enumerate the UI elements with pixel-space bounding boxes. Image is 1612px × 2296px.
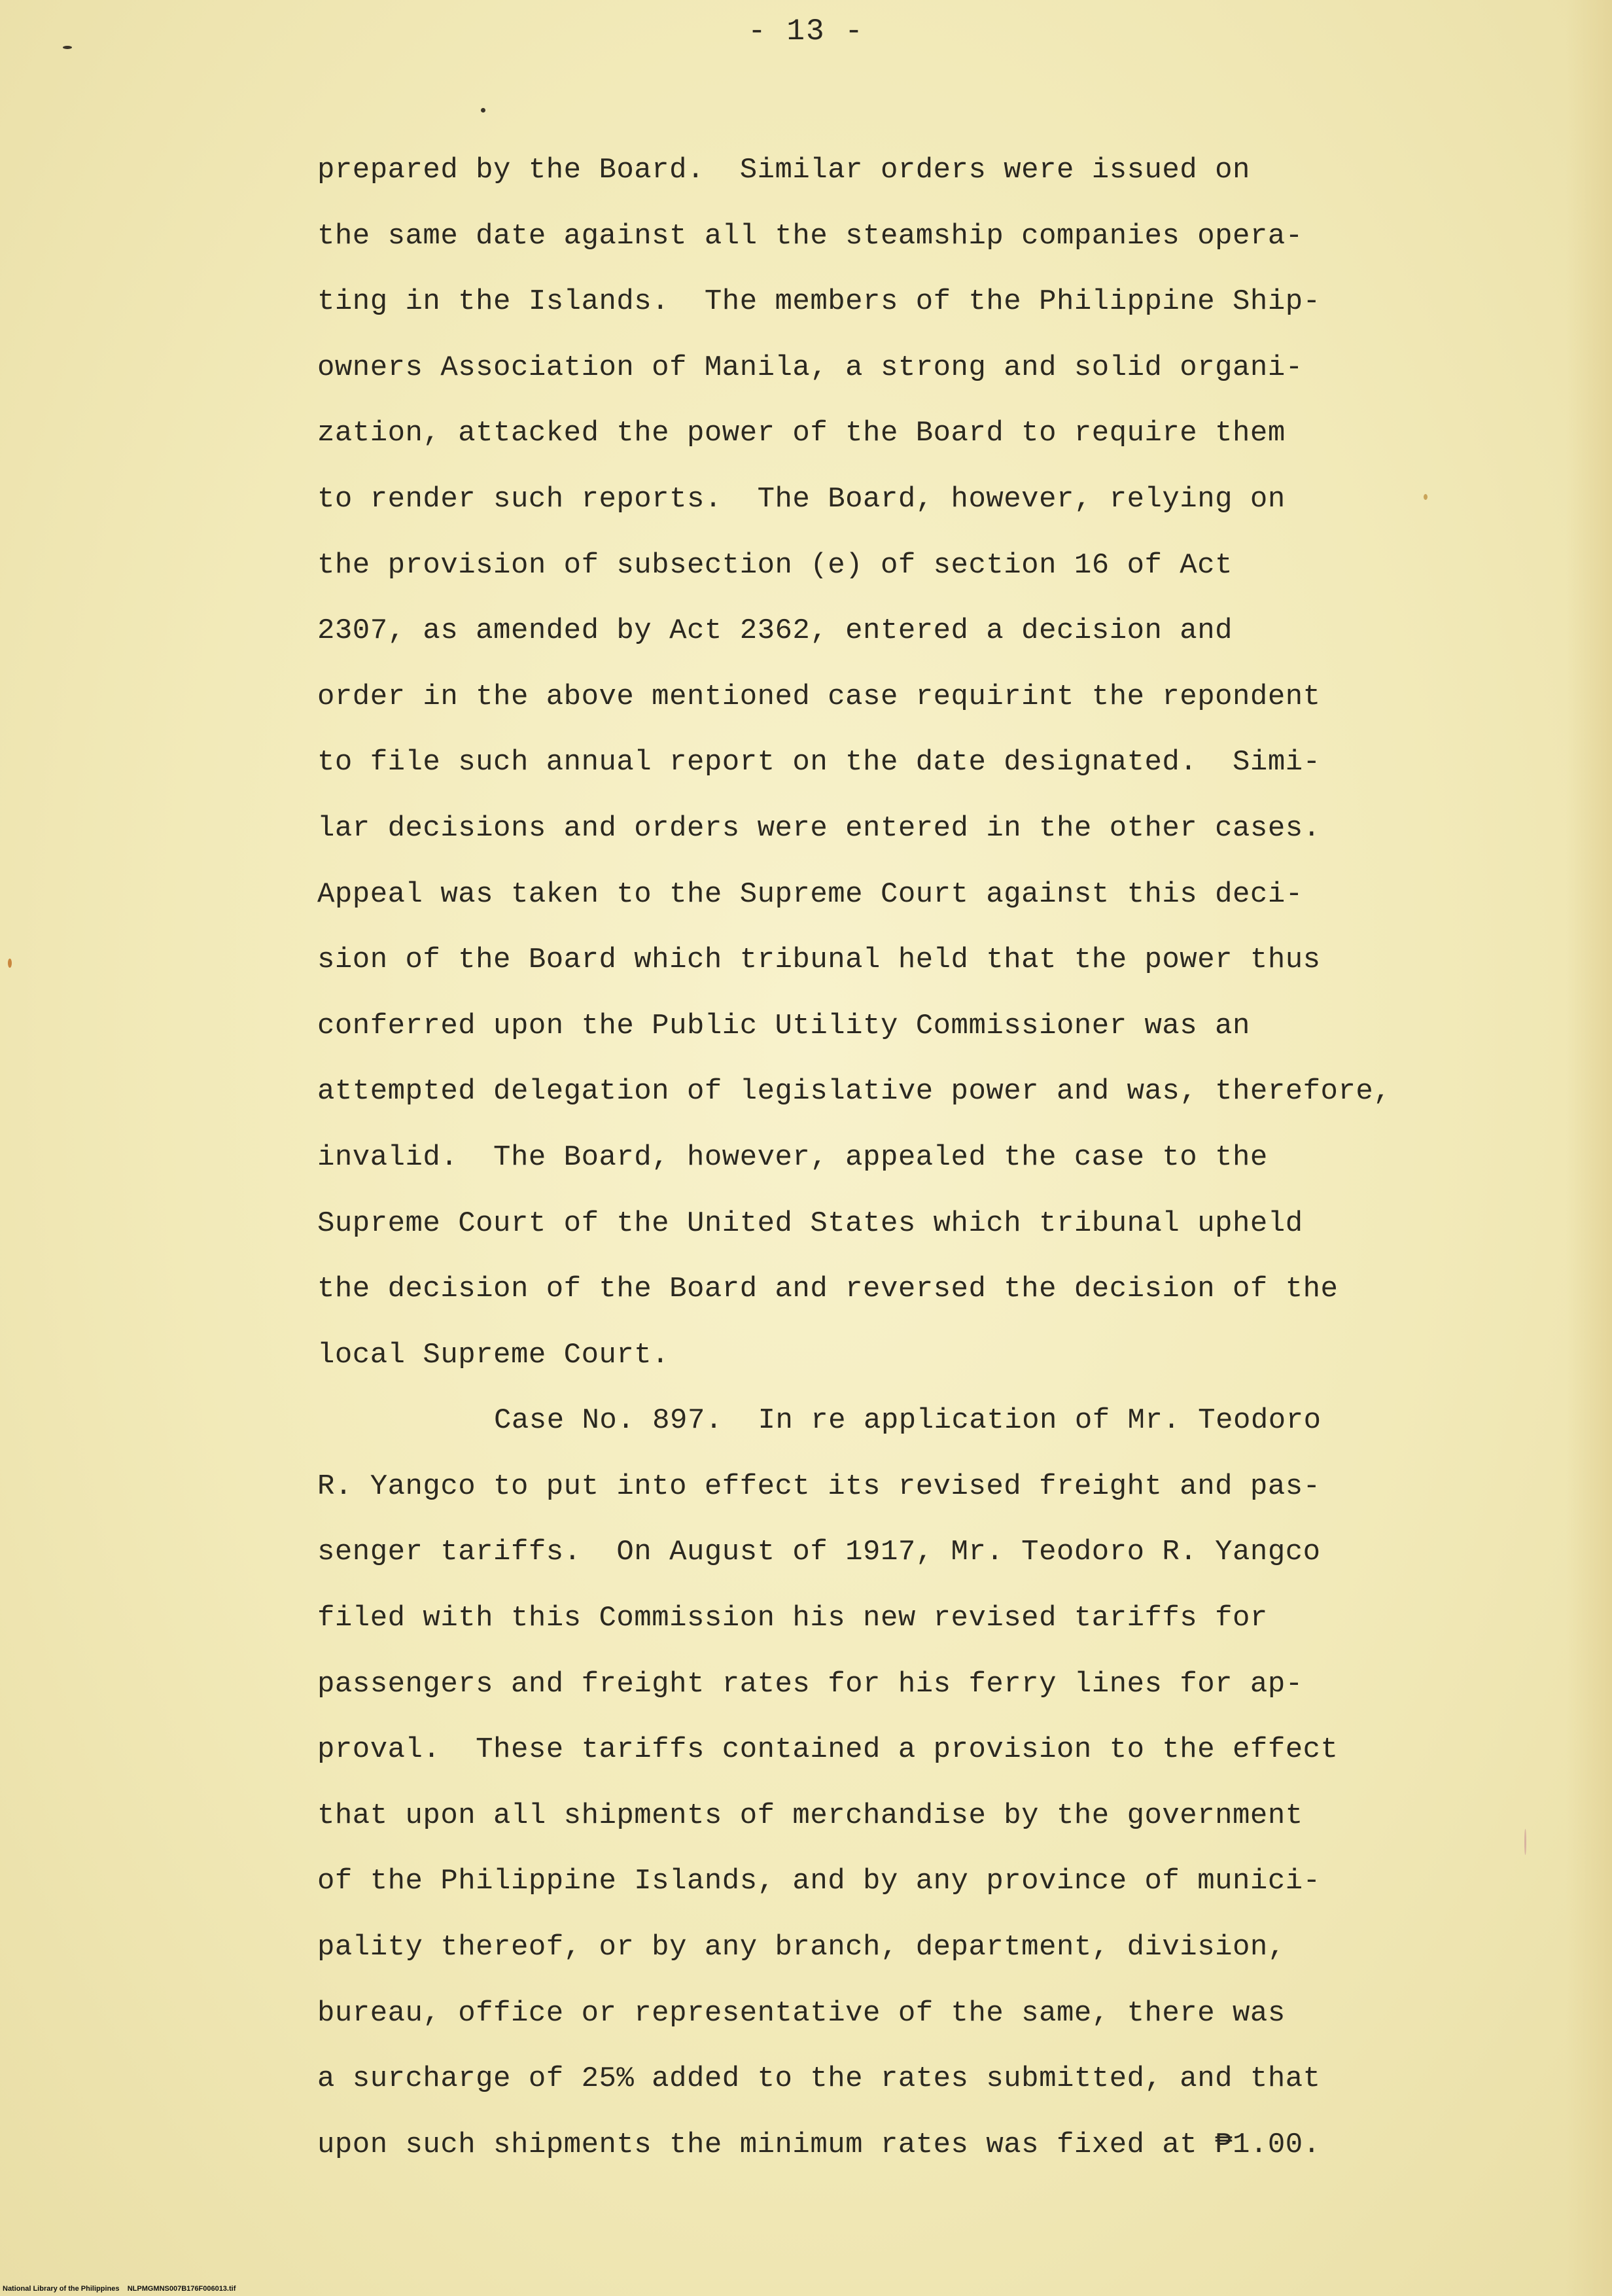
text-line: order in the above mentioned case requirint the repondent (317, 680, 1321, 713)
text-line: ting in the Islands. The members of the Philippine Ship- (317, 285, 1321, 319)
ink-speck (481, 108, 485, 113)
text-line: 2307, as amended by Act 2362, entered a decision and (317, 614, 1233, 648)
text-line: of the Philippine Islands, and by any province of munici- (317, 1865, 1321, 1898)
ink-speck (8, 959, 12, 968)
text-line: a surcharge of 25% added to the rates submitted, and that (317, 2062, 1321, 2096)
text-line: attempted delegation of legislative power and was, therefore, (317, 1075, 1392, 1108)
text-line: that upon all shipments of merchandise by the government (317, 1799, 1303, 1832)
text-line: bureau, office or representative of the same, there was (317, 1996, 1286, 2030)
paragraph-start-line: Case No. 897. In re application of Mr. Teodoro (494, 1404, 1322, 1438)
text-line: local Supreme Court. (317, 1338, 670, 1371)
body-text (317, 137, 1560, 2178)
text-line: sion of the Board which tribunal held that the power thus (317, 944, 1321, 977)
ink-speck (1524, 1829, 1526, 1855)
ink-speck (1424, 494, 1428, 500)
text-line: invalid. The Board, however, appealed the case to the (317, 1140, 1268, 1174)
page-edge-shading (1566, 0, 1612, 2296)
text-line: passengers and freight rates for his ferry lines for ap- (317, 1667, 1303, 1701)
text-line: senger tariffs. On August of 1917, Mr. Teodoro R. Yangco (317, 1536, 1321, 1569)
text-line: filed with this Commission his new revised tariffs for (317, 1602, 1268, 1635)
text-line: the provision of subsection (e) of section 16 of Act (317, 548, 1233, 582)
text-line: conferred upon the Public Utility Commissioner was an (317, 1009, 1250, 1042)
text-line: the decision of the Board and reversed the decision of the (317, 1273, 1339, 1306)
text-line: proval. These tariffs contained a provision to the effect (317, 1733, 1339, 1767)
text-line: prepared by the Board. Similar orders were issued on (317, 154, 1250, 186)
footer-caption: National Library of the Philippines NLPMGMNS007B176F006013.tif (3, 2285, 236, 2293)
text-line: lar decisions and orders were entered in the other cases. (317, 811, 1321, 845)
text-line: Supreme Court of the United States which tribunal upheld (317, 1207, 1303, 1240)
text-line: Appeal was taken to the Supreme Court against this deci- (317, 877, 1303, 911)
text-line: to render such reports. The Board, however, relying on (317, 482, 1286, 516)
text-line: the same date against all the steamship companies opera- (317, 219, 1303, 253)
text-line: R. Yangco to put into effect its revised freight and pas- (317, 1470, 1321, 1503)
text-line: pality thereof, or by any branch, department, division, (317, 1931, 1286, 1964)
ink-speck (63, 46, 72, 49)
text-line: to file such annual report on the date designated. Simi- (317, 746, 1321, 779)
text-line: owners Association of Manila, a strong and solid organi- (317, 351, 1303, 384)
page-number: - 13 - (748, 14, 864, 48)
text-line: zation, attacked the power of the Board to require them (317, 417, 1286, 450)
text-line: upon such shipments the minimum rates was fixed at ₱1.00. (317, 2128, 1321, 2161)
